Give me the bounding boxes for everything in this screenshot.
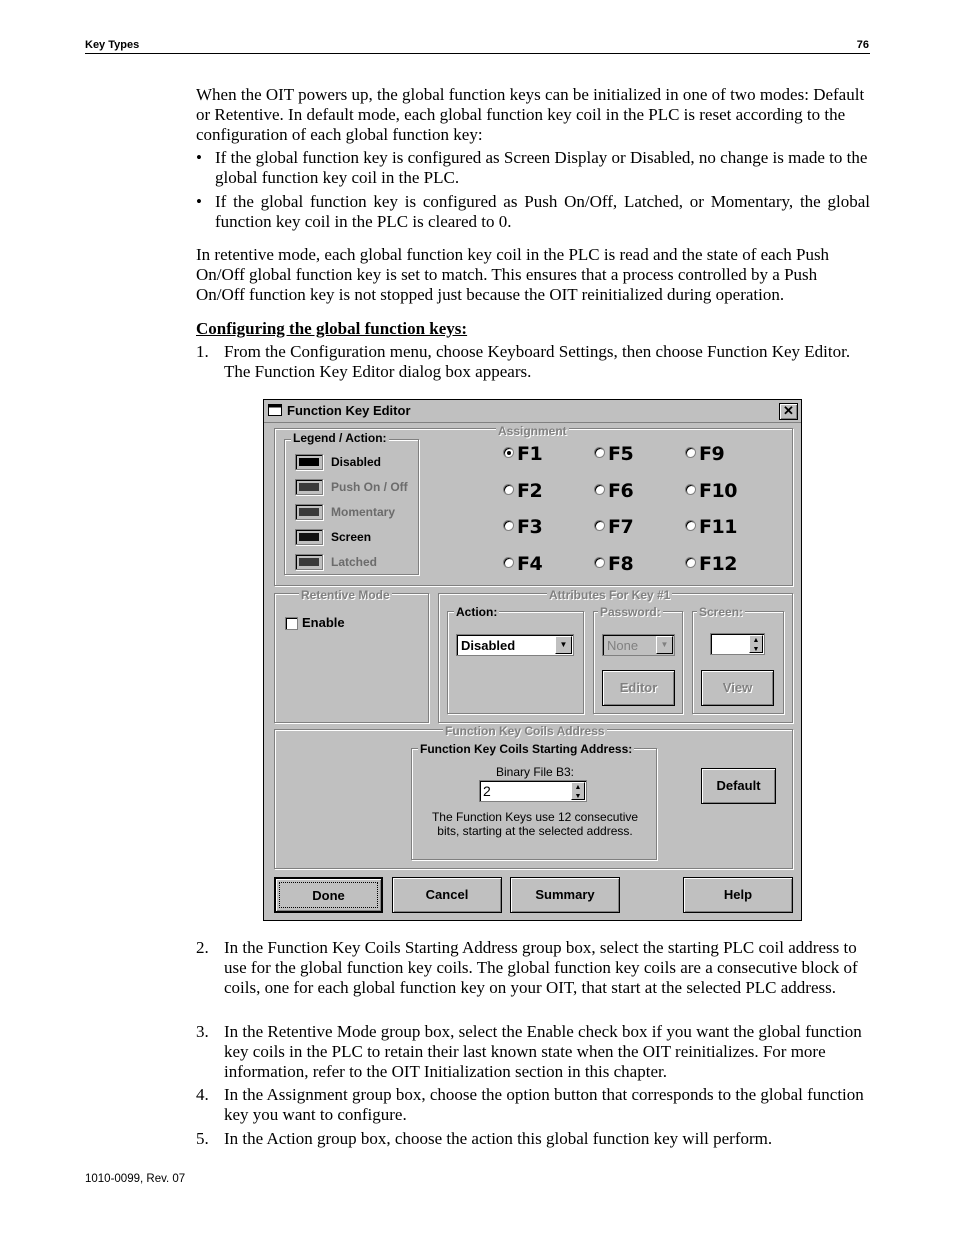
done-label: Done [312, 888, 345, 903]
radio-label[interactable]: F5 [608, 443, 634, 465]
bullet-text: If the global function key is configured as Screen Display or Disabled, no change is made to the global function key coil in the PLC. [215, 148, 868, 187]
legend-label: Disabled [331, 455, 382, 469]
legend-swatch [295, 479, 323, 495]
chevron-down-icon[interactable]: ▼ [656, 636, 673, 654]
radio-label[interactable]: F2 [517, 479, 543, 502]
step-text: From the Configuration menu, choose Keyboard Settings, then choose Function Key Editor. The Function Key Editor dialog box appears. [224, 342, 851, 381]
bullet-text: If the global function key is configured as Push On/Off, Latched, or Momentary, the global function key coil in the PLC is cleared to 0. [215, 192, 870, 231]
legend-title: Legend / Action: [293, 431, 387, 445]
running-header-section: Key Types [85, 39, 140, 51]
cancel-button[interactable]: Cancel [392, 877, 502, 913]
radio-circle[interactable] [503, 484, 514, 495]
radio-circle[interactable] [685, 484, 696, 495]
legend-swatch [295, 454, 323, 470]
legend-group [284, 431, 419, 575]
header-rule [85, 53, 870, 54]
radio-label[interactable]: F8 [608, 552, 634, 575]
focus-rect [279, 882, 378, 908]
radio-label[interactable]: F10 [699, 479, 737, 502]
step-number: 3. [196, 1022, 209, 1041]
radio-label[interactable]: F11 [699, 516, 737, 538]
radio-selected-dot [507, 451, 511, 455]
action-label: Action: [456, 605, 498, 619]
action-select[interactable] [456, 634, 574, 656]
password-group [593, 605, 683, 714]
step-text: In the Assignment group box, choose the option button that corresponds to the global function key you want to configure. [224, 1085, 864, 1124]
function-key-editor-dialog [263, 399, 802, 921]
coils-start-title: Function Key Coils Starting Address: [420, 742, 633, 756]
password-select-value: None [607, 638, 639, 653]
radio-circle[interactable] [594, 484, 605, 495]
screen-spinner[interactable] [710, 633, 765, 655]
coil-address-spinner[interactable] [479, 780, 587, 802]
dialog-titlebar [264, 400, 801, 423]
view-button[interactable]: View [701, 670, 774, 706]
coil-address-value: 2 [483, 783, 491, 799]
editor-button[interactable]: Editor [602, 670, 675, 706]
radio-circle[interactable] [594, 520, 605, 531]
close-button[interactable]: ✕ [779, 403, 798, 420]
radio-label[interactable]: F4 [517, 552, 543, 575]
legend-swatch-fill [299, 458, 319, 466]
legend-swatch-fill [299, 558, 319, 566]
radio-label[interactable]: F9 [699, 443, 725, 465]
dialog-title: Function Key Editor [287, 403, 411, 418]
radio-circle[interactable] [503, 520, 514, 531]
page-number: 76 [856, 39, 869, 51]
enable-checkbox[interactable] [285, 617, 298, 630]
attributes-title: Attributes For Key #1 [549, 588, 671, 602]
radio-circle[interactable] [503, 557, 514, 568]
legend-label: Screen [331, 530, 372, 544]
section-subheading: Configuring the global function keys: [196, 319, 468, 338]
radio-label[interactable]: F12 [699, 552, 737, 575]
step-number: 4. [196, 1085, 209, 1104]
legend-swatch [295, 529, 323, 545]
radio-label[interactable]: F1 [517, 443, 543, 465]
assignment-title: Assignment [498, 424, 567, 438]
retentive-mode-panel [274, 588, 429, 723]
radio-label[interactable]: F7 [608, 516, 634, 538]
intro-paragraph: When the OIT powers up, the global function keys can be initialized in one of two modes: Default or Retentive. In default mode, each global function key coil in the PLC is reset according to the configuration of each global function key: [196, 85, 865, 144]
attributes-panel [438, 588, 793, 723]
legend-swatch-fill [299, 508, 319, 516]
retentive-paragraph: In retentive mode, each global function key coil in the PLC is read and the state of each Push On/Off global function key is set to match. This ensures that a process controlled by a Push On/Off function key is not stopped just because the OIT reinitialized during operation. [196, 245, 830, 304]
chevron-down-icon[interactable]: ▼ [555, 636, 572, 654]
document-number: 1010-0099, Rev. 07 [85, 1173, 186, 1185]
enable-label[interactable]: Enable [302, 615, 345, 630]
done-button[interactable] [274, 877, 383, 913]
binary-file-label: Binary File B3: [495, 765, 575, 779]
bullet-mark: • [196, 148, 202, 167]
action-select-value: Disabled [461, 638, 516, 653]
legend-swatch-fill [299, 483, 319, 491]
assignment-group [426, 424, 794, 579]
radio-circle[interactable] [685, 557, 696, 568]
step-text: In the Action group box, choose the action this global function key will perform. [224, 1129, 773, 1148]
legend-swatch [295, 504, 323, 520]
coils-address-panel [274, 724, 793, 869]
step-number: 1. [196, 342, 209, 361]
top-panel [274, 424, 793, 586]
summary-button[interactable]: Summary [510, 877, 620, 913]
coils-start-group [411, 742, 657, 860]
spinner-arrows-icon[interactable]: ▲ ▼ [749, 635, 763, 653]
radio-circle[interactable] [685, 447, 696, 458]
radio-circle[interactable] [594, 447, 605, 458]
legend-label: Latched [331, 555, 378, 569]
screen-group [692, 605, 784, 714]
coils-note: The Function Keys use 12 consecutive bits, starting at the selected address. [431, 810, 639, 838]
password-select[interactable] [602, 634, 675, 656]
bullet-mark: • [196, 192, 202, 211]
legend-swatch-fill [299, 533, 319, 541]
radio-circle[interactable] [503, 447, 514, 458]
coils-address-title: Function Key Coils Address [445, 724, 605, 738]
step-text: In the Retentive Mode group box, select the Enable check box if you want the global function key coils in the PLC to retain their last known state when the OIT reinitializes. For more information, refer to the OIT Initialization section in this chapter. [224, 1022, 862, 1081]
help-button[interactable]: Help [683, 877, 793, 913]
legend-label: Momentary [331, 505, 396, 519]
action-group [447, 605, 584, 714]
radio-circle[interactable] [685, 520, 696, 531]
step-text: In the Function Key Coils Starting Address group box, select the starting PLC coil address to use for the global function key coils. The global function key coils are a consecutive block of coils, one for each global function key on your OIT, that start at the selected PLC address. [224, 938, 858, 997]
radio-label[interactable]: F6 [608, 479, 634, 502]
step-number: 2. [196, 938, 209, 957]
default-button[interactable]: Default [701, 768, 776, 804]
radio-circle[interactable] [594, 557, 605, 568]
window-icon [268, 404, 282, 416]
radio-label[interactable]: F3 [517, 516, 543, 538]
retentive-mode-title: Retentive Mode [301, 588, 390, 602]
legend-swatch [295, 554, 323, 570]
password-label: Password: [600, 605, 661, 619]
screen-label: Screen: [699, 605, 744, 619]
step-number: 5. [196, 1129, 209, 1148]
legend-label: Push On / Off [331, 480, 408, 494]
spinner-arrows-icon[interactable]: ▲ ▼ [571, 782, 585, 800]
